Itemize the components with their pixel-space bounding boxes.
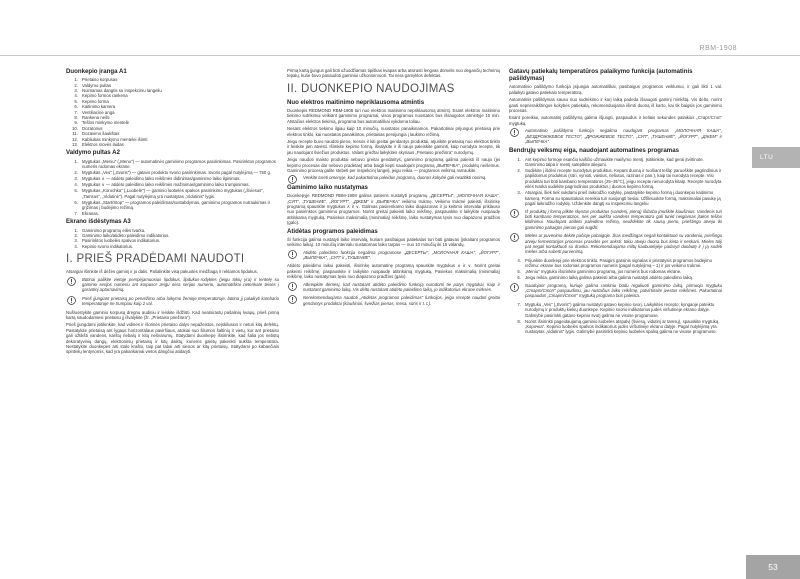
list-item: 6. Kaitinimo kamera bbox=[74, 104, 116, 110]
display-list bbox=[66, 228, 279, 250]
warning-icon bbox=[288, 282, 297, 291]
steps-list bbox=[509, 157, 722, 207]
column-middle bbox=[287, 68, 500, 309]
list-item: 5. Kepimo forma bbox=[74, 98, 109, 104]
list-item: 2. Valdymo pultas bbox=[74, 82, 112, 88]
heading-set: Duonkepio įranga A1 bbox=[66, 68, 127, 75]
paragraph: Nesant elektros tiekimo ilgiau kaip 10 minučių, nuostatos panaikinamos. Pakartotinai prijungus prietaisą prie elektros tinklo, kai nuostatos panaikintos, prietaisas persijungia į laukimo režimą. bbox=[287, 126, 500, 137]
list-item: 7. Ventiliacinė anga bbox=[74, 109, 115, 115]
list-item: 2. Sudėkite į išdėvi recepte nurodytus produktus. Kepant duoną ir ruošiant tešlą: paruoškite pagrindinius ir papildomus produktus (sūri, vynioti, vaisius, riešutus, razinas ir pan.), kaip tai nurodyta recepte. Visi produktai turi būti kambario temperatūros (25–35°C), jeigu recepte nenurodyta kitaip. Recepte nurodyta eilės tvarka sudėkite pagrindinius produktus į duonos kepimo formą. bbox=[517, 168, 722, 190]
paragraph: Automatinio pašildymo funkcija įsijungia automatiškai, pasibaigus programos veiklumui, ir gali likti 1 val. palaikyti gatavo patiekalo temperatūrą. bbox=[509, 84, 722, 95]
heading-delayed-start: Atidėtas programos paleidimas bbox=[287, 227, 378, 235]
list-item: 4. Kepinio svorio indikatorius. bbox=[74, 243, 134, 249]
list-item: 13. Elektros srovės laidas bbox=[72, 142, 124, 148]
note: Automatinio pašildymo funkcija negalima naudojant programas „МОЛОЧНАЯ КАША", „БЕЗДРОЖЖЕВОЕ ТЕСТО", „ДРОЖЖЕВОЕ ТЕСТО", „СУП", „ТУШЕНИЕ", „ЙОГУРТ", „ДЖЕМ" ir „ВЫПЕЧКА". bbox=[509, 128, 722, 144]
page-header bbox=[0, 42, 800, 56]
list-item: 1. Prietaiso korpusas bbox=[74, 77, 118, 83]
list-item: 9. Tešlos minkymo mentelė bbox=[74, 120, 130, 126]
warning-icon bbox=[67, 296, 76, 305]
list-item: 8. Rankena nešti bbox=[74, 115, 110, 121]
column-left bbox=[66, 68, 279, 357]
paragraph: Ši funkcija galima nustatyti laiko intervalą, kuriam pasibaigus patiekalas turi būti gatavas (įskaitant programos veikimo laiką). 10 minučių intervalu nustatomas laiko tarpas — nuo 10 minučių iki 15 valandų. bbox=[287, 236, 500, 248]
list-item: 6. Jeigu reikia, gaminimo laiką galima pakeisti arba galima nustatyti atidėto paleidimo laiką. bbox=[517, 275, 694, 281]
list-item: 1. Gaminimo programų eilės tvarka. bbox=[74, 227, 146, 233]
list-item: 3. Nuimamas dangtis su inspekciniu langeliu bbox=[74, 88, 162, 94]
note: Prieš įjungiant prietaisą po pervežimo arba laikymo žemoje temperatūroje, būtina jį palaikyti kambario temperatūroje ne trumpiau kaip 2 val. bbox=[66, 296, 279, 307]
warning-icon bbox=[510, 233, 519, 242]
note: Nerekomenduojama naudoti „Atidėtas programos paleidimas" funkcijos, jeigu recepte naudoti greitai gendantys produktai (kiaušiniai, šviežias pienas, mėsa, sūris ir t. t.). bbox=[287, 295, 500, 306]
note: Venkite turėti omenyje, kad pakartotinai paleidus programą, duonos kokybė gali neatitikti norimą. bbox=[287, 175, 500, 180]
warning-icon bbox=[288, 175, 297, 184]
note: Būtinai palikite vietoje perspėjamuosius lipdukus, lipdukus-rodykles (jeigu tokių yra) ir lentelę su gaminio serijos numeriu ant korpuso! Jeigu nėra serijos numerio, automatiškai netenkate teisės į garantinį aptarnavimą. bbox=[66, 277, 279, 293]
list-item: 3. Pasirinktos luobelės spalvos indikatorius. bbox=[74, 238, 161, 244]
list-item: 2. Gaminimo laiko/atidėto paleidimo indikatorius. bbox=[74, 232, 170, 238]
section-title-before-use: I. PRIEŠ PRADĖDAMI NAUDOTI bbox=[66, 253, 245, 266]
list-item: 11. Dozavimo šaukštas bbox=[72, 131, 120, 137]
set-list bbox=[66, 77, 279, 147]
section-title-usage: II. DUONKEPIO NAUDOJIMAS bbox=[287, 82, 455, 95]
steps-list bbox=[509, 258, 722, 281]
heading-cooking-time: Gaminimo laiko nustatymas bbox=[287, 183, 368, 191]
warning-icon bbox=[510, 283, 519, 292]
heading-general-steps: Bendrųjų veiksmų eiga, naudojant automatines programas bbox=[509, 147, 679, 155]
paragraph: Automatinis pašildymas sausu nuo sudrėkimo ir kurį laiką padeda išsaugoti gaminį minkštą. Vis dėlto, norint gauti neprieraikštingos kokybės patiekalą, rekomenduojama išimti duoną iš karto, kai tik baigsis jos gaminimo procesas. bbox=[509, 97, 722, 114]
note: Iš produktų į formą pilkite skystus produktus (vandenį, pieną) išdarba įmuškite kiaušinius. Vandenis turi būti kambario temperatūros, nes per aukšta vandens temperatūra gali turėti neigiamas įtakos tešlos kildinimui. Naudojant atidėto paleidimo režimą, neuždėkite tik sausų pieno, prieštingu atveju iki gaminimo pabaigos pienas gali sugižti. bbox=[509, 209, 722, 231]
list-item: 3. Atsargiai, šiek tiek sukdami prieš laikrodžio rodyklę, pastatykite kepimo formą į duonkepio kaitinimo kamerą. Forma su spaustukais nereikia turi susijungti tiesiai. Užfiksuokite formą, maksimaliai pasukę ją pagal laikrodžio rodyklę. Uždenkite dangtį su inspekciniu langeliu bbox=[517, 190, 721, 207]
list-item: 7. Ekranas. bbox=[74, 210, 99, 216]
paragraph: Atidėto paleidimo laikui pakeisti, išsirinkę automatinę programą spauskite mygtukus ∧ ir ∨. Norint greitai pakeisti reikšmę, paspauskite ir laikykite nuspaudę atitinkamą mygtuką. Pasiekus maksimalią (minimalią) reikšmę, laiko nustatymas tęsis nuo diapazono pradžios (galo). bbox=[287, 263, 500, 280]
steps-list bbox=[509, 302, 722, 335]
list-item: 3. Mygtukas ∧ — atidėto paleidimo laiko reikšmės didinimas/gaminimo laiko ilginimas. bbox=[74, 176, 241, 182]
paragraph: Pirmą kartą įjungus gali būti užuodžiamas tipiškas kvapas arba atsirasti lengvas dūmelis nuo degančių techninių tepalų, kurie buvo panaudoti gaminiui užkonservuoti. Tai nėra gamyklos defektas. bbox=[287, 68, 500, 79]
list-item: 4. Prijunkite duonkepį prie elektros tinklo. Pasigirs garsinis signalas ir pristatysis programos budėjimo režimu: ekrane bus rodomas programos numeris (pagal nutylėjimą – 1) ir jos veikimo trukmė. bbox=[517, 257, 712, 269]
list-item: 1. Mygtukas „Meniu" („Menu") — automatinės gaminimo programos pasirinkimas. Pasirinktos programos numeris rodomas ekrane. bbox=[74, 158, 276, 170]
list-item: 10. Dozatorius bbox=[72, 125, 103, 131]
page-number: 53 bbox=[746, 555, 800, 579]
note: Naudojant programą, kuriuje galima rankiniu būdu reguliuoti gaminimo laiką, pirmuoju mygtuku „Старт/Стоп" paspaudimu, jau nustačius laiko reikšmę, patvirtinsite įvestas reikšmes. Pakartotinai paspaudus „Старт/Стоп" mygtuką programa bus paleista. bbox=[509, 283, 722, 299]
warning-icon bbox=[67, 277, 76, 286]
warning-icon bbox=[510, 209, 519, 218]
list-item: 4. Kepimo formos rankena bbox=[74, 93, 128, 99]
paragraph: Esant poreikiui, automatinį pašildymą galima išjungti, paspaudus ir keliais sekundes palaikius „Старт/Стоп" mygtuką. bbox=[509, 115, 722, 126]
warning-icon bbox=[288, 295, 297, 304]
panel-list bbox=[66, 159, 279, 217]
heading-panel: Valdymo pultas A2 bbox=[66, 149, 120, 157]
column-right bbox=[509, 68, 722, 335]
heading-power-memory: Nuo elektros maitinimo nepriklausoma atmintis bbox=[287, 98, 425, 106]
paragraph: Atsargiai išimkite iš dėžės gaminį ir jo dalis. Pašalinkite visą pakuotės medžiagą ir reklamos lipdukus. bbox=[66, 269, 259, 275]
paragraph: Prieš įjungdami įsitikinkite, kad vidinės ir išorinės prietaiso dalys nepažeistos, neįskilusios ir neturi kitų defektų. Pastatykite prietaisą ant lygaus horizontalaus paviršiaus, atokiai nuo šilumos šaltinių ir vietų, kur ant prietaiso gali užtikšti vandens, karštų riebalų ir kitų nešvarumų. Statydami duonkepę išsirinkite, kad šalia jos nebūtų dekoratyvinių dangų, elektroninių prietaisų ir kitų daiktų, kuriems galėtų pakenkti aukšta temperatūra. Nestatykite duonkepės arti stalo krašto, taip pat labai arti sienos ar kitų prietaisų. Statydami po kabančiais spintelių lentynomis, kad yra pakankamai vietos dangčiui atidaryti. bbox=[66, 322, 279, 355]
language-tab: LTU bbox=[752, 147, 800, 168]
list-item: 5. „Meniu" mygtuku išsirinkite gaminimo programą, jos numeris bus rodomas ekrane. bbox=[517, 269, 682, 275]
list-item: 12. Kabliukas minkymo mentelei išimti bbox=[72, 136, 148, 142]
list-item: 8. Norint išsirinkti pageidaujamą gaminio luobelės atspalvį (šviesų, vidutinį ar tamsų), spauskite mygtuką „Корочка". Kepinio luobelės spalvos indikatorius judės viršutinėje ekrano dalyje. Pagal nutylėjimą yra nustatytas „vidutinis" lygis. Galimybė pasirinkti kepinio luobelės spalvą galima ne visose programose. bbox=[517, 318, 719, 335]
list-item: 7. Mygtuku „Ves" („Svoris") galima nustatyti gatavo kepinio svorį. Laikykitės recepto; kyngaoje pateiktu nurodymų ir produktų kiekių duonkepe. Kepinio svorio indikatorius judės viršutinėje ekrano dalyje. Galimybė pasirinkti gatavo kepinio svorį galima ne visose programose. bbox=[517, 301, 715, 318]
list-item: 5. Mygtukas „Korochka" („Luobelė") — gaminio luobelės spalvos pasirinkimo mygtukas („Šviesus", „Tamsus", „Vidutinė"). Pagal nutylėjimą yra nustatytas „Vidutinis" lygis. bbox=[74, 188, 265, 199]
note: Atidėto paleidimo funkcija negalima programose „ДЕСЕРТЫ", „МОЛОЧНАЯ КАША", „ЙОГУРТ", „ВЫПЕЧКА", „СУП" ir „ТУШЕНИЕ". bbox=[287, 250, 500, 261]
paragraph: Duonkepis REDMOND RBM-1908 turi nuo elektros maitinimo nepriklausomą atmintį. Esant elektros maitinimo tiekimo sutrikimui veikiant gaminimo programai, visos programos nuostatos bus išsaugotos atmintyje 10 min. Atstačius elektros tiekimą, programa bus automatiškai vykdoma toliau. bbox=[287, 108, 500, 124]
list-item: 1. Ant kepimo formoje esančio kaiščio užmaukite maišymo mentį. Įsitikinkite, kad gerai įtvirtinote. Gaminimo talpa ir mentį suteptkite aliejumi. bbox=[517, 156, 704, 168]
paragraph: Duonkepyje REDMOND RBM-1908 galima patiems nustatyti programų „ДЕСЕРТЫ", „МОЛОЧНАЯ КАША", „СУП", „ТУШЕНИЕ", „ЙОГУРТ", „ДЖЕМ" ir „ВЫПЕЧКА" veikimo trukmę. Veikimo trukmė paleisti, išsirinkę programą spauskite mygtukus ∧ ir ∨. Galimas pasirenkamo laiko diapazonas ir jo keitimo intervalai priklauso nuo pasirinktos gaminimo programos. Norint greitai pakeisti laiko reikšmę, paspauskite ir laikykite nuspaudę atitinkamą mygtuką. Pasiekus maksimalią (minimalią) reikšmę, laiko nustatymas tęsis nuo diapazono pradžios (galo). bbox=[287, 193, 500, 226]
model-name: RBM-1908 bbox=[699, 45, 737, 52]
note: Mieles ar puvenimo dėkite pačioje pabaigoje. Šias medžiagas negali kontaktuoti su vandeniu, priešingu atveju fermentacijos procesas prasidės per anksti: tokiu atveju duona bus kieta ir neskani. Mieles tolji pat negali kontaktuoti su druska. Rekomenduojama miltų kaubuotėjėje padaryti duobutę ir į ją sudėti mieles arba suberti purvenimą. bbox=[509, 233, 722, 255]
paragraph: Jeigu naudoti maisto produktai nebuvo greitai gendantys, gaminimo programą galima paleisti iš naujo (jei kepimo procesas dar nebuvo pradėtas) arba baigti kepti naudojant programą „ВЫПЕЧКА", produktų neišėmus. Gaminimo procesą galite stebėti per inspekcinį langelį, jeigu reikia — programos veikimą nutraukite. bbox=[287, 157, 500, 174]
list-item: 2. Mygtukas „Ves" („Svoris") — gatavo produkto svorio pasirinkimas. Svoris pagal nutylėjimą — 750 g. bbox=[74, 170, 272, 176]
note: Atkreipkite dėmesį, kad nustatant atidėto paleidimo funkciją nurodomi tie patys mygtukai, kaip ir nustatant gaminimo laiką. Vis dėlto nustatant atidėto paleidimo laiką, jo indikatorius ekrane mirksės. bbox=[287, 282, 500, 293]
warning-icon bbox=[288, 250, 297, 259]
list-item: 4. Mygtukas ∨ — atidėto paleidimo laiko reikšmės mažinimas/gaminimo laiko trumpinimas. bbox=[74, 182, 250, 188]
heading-display: Ekrano išdėstymas A3 bbox=[66, 218, 131, 226]
heading-auto-heating: Gatavų patiekalų temperatūros palaikymo funkcija (automatinis pašildymas) bbox=[509, 68, 693, 83]
paragraph: Jeigu recepte buvo naudoti pieno, mėsos ir kiti greitai gendantys produktai, atjunkite prietaisą nuo elektros tinklo ir leiskite jam atvėsti. Išimkite kepimo formą, išvalykite ir iš naujo paleiskite gaminti, kaip nurodyta recepte, tik jau naudojant šviežius produktus. Valant griežtai laikykitės skyriaus „Prietaiso priežiūra" nurodymų. bbox=[287, 139, 500, 155]
warning-icon bbox=[510, 128, 519, 137]
paragraph: Nušluostykite gaminio korpusą drėgnu audiniu ir leiskite išdžiūti. Kad neatsirastų pašalinių kvapų, prieš pirmą kartą naudodamiesi prietaisu jį išvalykite (žr. „Prietaiso priežiūra"). bbox=[66, 309, 279, 320]
list-item: 6. Mygtukas „Start/Stop" — programos paleidimas/sustabdymas, gaminimo programos nutraukimas ir grįžimas į budėjimo režimą. bbox=[74, 199, 271, 210]
